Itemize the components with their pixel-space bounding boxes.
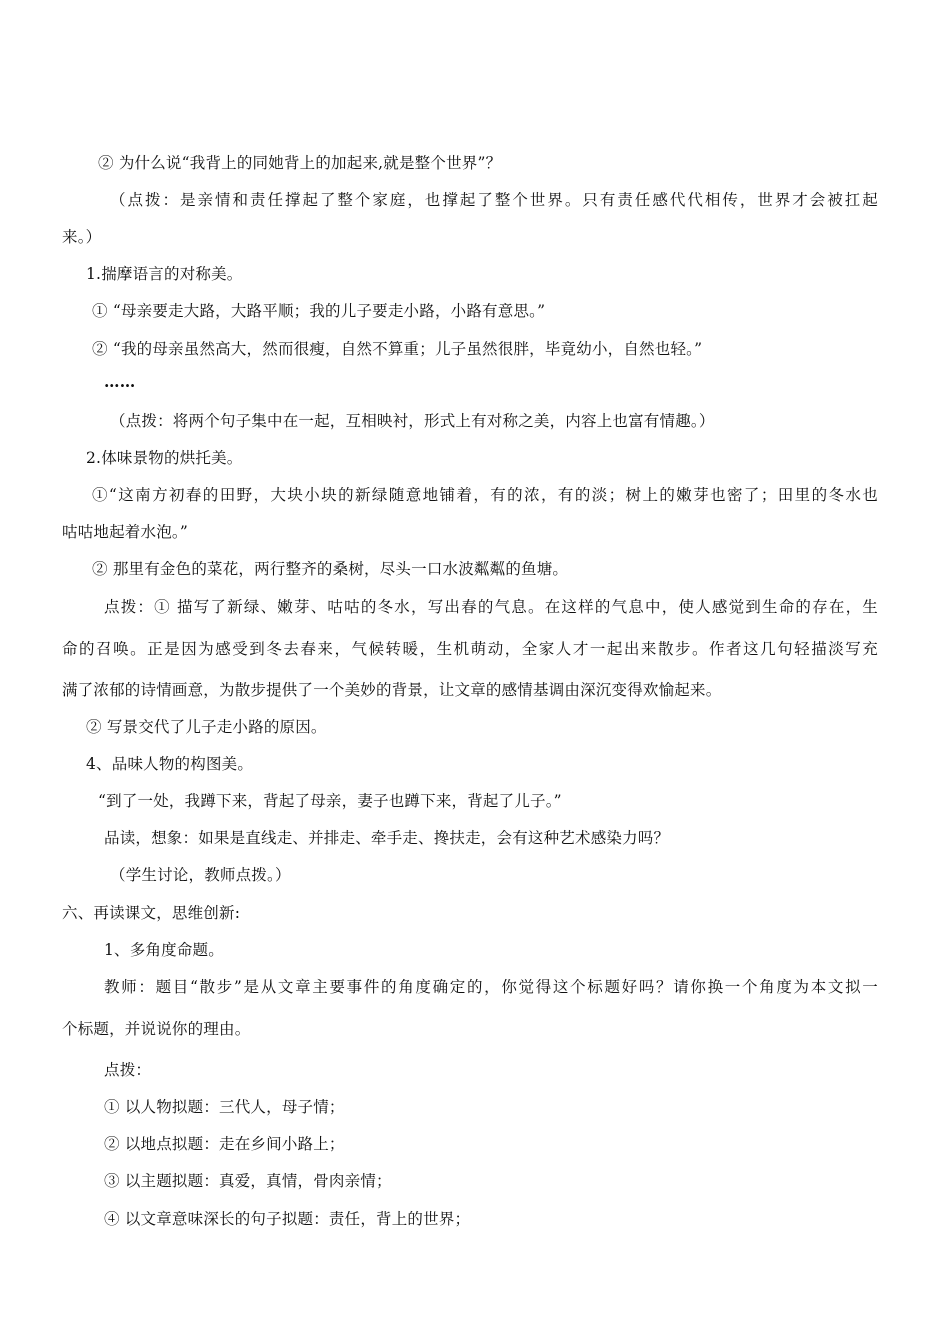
section-heading: 4、品味人物的构图美。 xyxy=(86,755,254,773)
list-item: ④ 以文章意味深长的句子拟题：责任，背上的世界； xyxy=(104,1210,471,1228)
section-heading: 1.揣摩语言的对称美。 xyxy=(86,265,243,283)
quote-line: ①“这南方初春的田野，大块小块的新绿随意地铺着，有的浓，有的淡；树上的嫩芽也密了；田里的冬水也 xyxy=(92,486,878,504)
hint-line: （学生讨论，教师点拨。） xyxy=(110,866,291,884)
hint-paragraph-line: 满了浓郁的诗情画意，为散步提供了一个美妙的背景，让文章的感情基调由深沉变得欢愉起来。 xyxy=(62,681,722,699)
quote-line: ① “母亲要走大路，大路平顺；我的儿子要走小路，小路有意思。” xyxy=(92,302,546,320)
question-2-line: ② 为什么说“我背上的同她背上的加起来,就是整个世界”？ xyxy=(98,154,502,172)
quote-line: ② “我的母亲虽然高大，然而很瘦，自然不算重；儿子虽然很胖，毕竟幼小，自然也轻。” xyxy=(92,340,703,358)
list-item: ① 以人物拟题：三代人，母子情； xyxy=(104,1098,345,1116)
subsection-heading: 1、多角度命题。 xyxy=(104,941,224,959)
quote-line: ② 那里有金色的菜花，两行整齐的桑树，尽头一口水波粼粼的鱼塘。 xyxy=(92,560,569,578)
section-heading: 六、再读课文，思维创新: xyxy=(62,904,241,922)
hint-paragraph-line: 来。） xyxy=(62,228,102,246)
list-item: ③ 以主题拟题：真爱，真情，骨肉亲情； xyxy=(104,1172,392,1190)
list-item: ② 写景交代了儿子走小路的原因。 xyxy=(86,718,327,736)
question-line: 品读，想象：如果是直线走、并排走、牵手走、搀扶走，会有这种艺术感染力吗？ xyxy=(104,829,670,847)
quote-line: 咕咕地起着水泡。” xyxy=(62,523,188,541)
quote-line: “到了一处，我蹲下来，背起了母亲，妻子也蹲下来，背起了儿子。” xyxy=(98,792,562,810)
hint-line: （点拨：将两个句子集中在一起，互相映衬，形式上有对称之美，内容上也富有情趣。） xyxy=(110,412,715,430)
section-heading: 2.体味景物的烘托美。 xyxy=(86,449,243,467)
hint-paragraph-line: 点拨：① 描写了新绿、嫩芽、咕咕的冬水，写出春的气息。在这样的气息中，使人感觉到生命的存在，生 xyxy=(104,598,878,616)
ellipsis: …… xyxy=(104,372,136,391)
paragraph-line: 个标题，并说说你的理由。 xyxy=(62,1020,251,1038)
paragraph-line: 教师：题目“散步”是从文章主要事件的角度确定的，你觉得这个标题好吗？请你换一个角度为本文拟一 xyxy=(104,978,878,996)
list-item: ② 以地点拟题：走在乡间小路上； xyxy=(104,1135,345,1153)
hint-label: 点拨： xyxy=(104,1061,152,1079)
hint-paragraph-line: （点拨：是亲情和责任撑起了整个家庭，也撑起了整个世界。只有责任感代代相传，世界才会被扛起 xyxy=(110,191,878,209)
hint-paragraph-line: 命的召唤。正是因为感受到冬去春来，气候转暖，生机萌动，全家人才一起出来散步。作者这几句轻描淡写充 xyxy=(62,640,878,658)
